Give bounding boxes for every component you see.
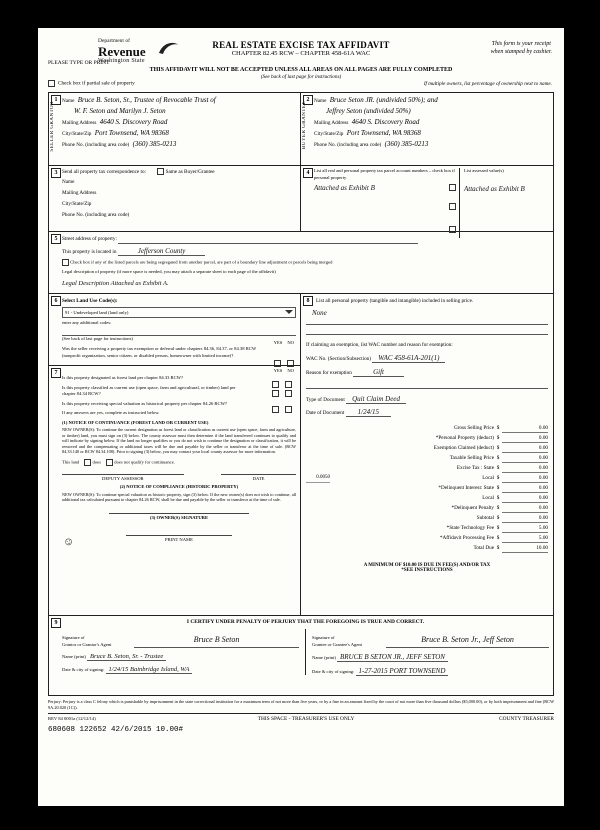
- grantee-signature-value: Bruce B. Seton Jr., Jeff Seton: [421, 635, 514, 644]
- exemption-claim-label: If claiming an exemption, list WAC number and reason for exemption:: [306, 342, 453, 348]
- form-title-block: [48, 40, 554, 57]
- corr-city-value[interactable]: [93, 198, 257, 209]
- buyer-mailing-row: [314, 117, 551, 128]
- located-label: This property is located in: [62, 249, 117, 255]
- street-address-label: Street address of property:: [62, 236, 117, 242]
- smiley-doodle: ☺: [61, 534, 76, 550]
- if-any-note: If any answers are yes, complete as instructed below.: [62, 410, 160, 415]
- buyer-phone-row: [314, 139, 551, 150]
- dollar-sign: $: [496, 534, 500, 541]
- tax-row-label: Taxable Selling Price: [449, 454, 494, 461]
- buyer-name-row: [314, 95, 551, 106]
- segregation-row: [62, 259, 550, 266]
- tax-row-label: Gross Selling Price: [453, 424, 494, 431]
- tax-row-value[interactable]: 0.00: [502, 473, 548, 483]
- buyer-phone-value[interactable]: (360) 385-0213: [383, 139, 467, 150]
- no-header-2: NO: [287, 368, 294, 373]
- dollar-sign: $: [496, 484, 500, 491]
- tax-row-label: *Delinquent Interest: State: [438, 484, 494, 491]
- buyer-mailing-label: Mailing Address: [314, 120, 349, 126]
- assessed-value[interactable]: Attached as Exhibit B: [463, 184, 525, 193]
- partial-sale-checkbox[interactable]: [48, 80, 55, 87]
- historic-question: Is this property receiving special valuation as historical property per chapter 84.26 RCW?: [62, 400, 227, 406]
- tax-row-value[interactable]: 0.00: [502, 453, 548, 463]
- tax-row-label: *Delinquent Penalty: [451, 504, 494, 511]
- street-address-value[interactable]: [118, 235, 418, 244]
- tax-row-value[interactable]: 5.00: [502, 523, 548, 533]
- multiple-owners-note: If multiple owners, list percentage of ownership next to name.: [423, 81, 552, 87]
- grantor-signature-value: Bruce B Seton: [193, 635, 240, 644]
- buyer-name-value2[interactable]: Jeffrey Seton (undivided 50%): [324, 106, 528, 117]
- dollar-sign: $: [496, 444, 500, 451]
- tax-row: [306, 493, 548, 503]
- street-legal-box: [48, 232, 554, 294]
- chevron-down-icon: [285, 310, 293, 314]
- legal-description-label: Legal description of property (if more space is needed, you may attach a separate sheet to each page of the affidavit): [62, 269, 276, 275]
- land-use-number: 6: [51, 296, 61, 306]
- seller-phone-label: Phone No. (including area code): [62, 142, 130, 148]
- deputy-assessor-label: DEPUTY ASSESSOR: [62, 474, 184, 481]
- current-use-yes-checkbox[interactable]: [272, 390, 279, 397]
- tax-row-label: *State Technology Fee: [446, 524, 494, 531]
- seller-mailing-value[interactable]: 4640 S. Discovery Road: [98, 117, 247, 128]
- correspondence-box: [48, 166, 301, 232]
- exemption-question: Was the seller receiving a property tax exemption or deferral under chapters 84.36, 84.37, or 84.38 RCW (nonprofit organization, senior citizen, or disabled person, homeowner with limited income)?: [62, 346, 257, 358]
- parcel-heading: List all real and personal property tax parcel account numbers – check box if personal property: [314, 168, 455, 180]
- parcel-number: 4: [303, 168, 313, 178]
- doc-date-row: [306, 408, 548, 417]
- located-value[interactable]: Jefferson County: [118, 247, 206, 256]
- tax-row-label: Total Due: [473, 544, 494, 551]
- seller-name-value[interactable]: Bruce B. Seton, Sr., Trustee of Revocable Trust of: [76, 95, 265, 106]
- dollar-sign: $: [496, 474, 500, 481]
- tax-row-value[interactable]: 0.00: [502, 423, 548, 433]
- tax-row: [306, 513, 548, 523]
- seller-box: [48, 92, 301, 166]
- located-row: [62, 247, 550, 256]
- grantor-signature-field[interactable]: [134, 629, 299, 648]
- corr-mailing-value[interactable]: [98, 187, 252, 198]
- notice1-title: (1) NOTICE OF CONTINUANCE (FOREST LAND OR CURRENT USE): [62, 419, 209, 425]
- assessed-heading: List assessed value(s): [463, 168, 504, 173]
- dollar-sign: $: [496, 504, 500, 511]
- classification-number: 7: [51, 368, 61, 378]
- additional-codes-input[interactable]: [62, 327, 296, 336]
- notice2-body: NEW OWNER(S): To continue special valuation as historic property, sign (3) below. If the new owner(s) does not wish to continue, all additional tax calculated pursuant to chapter 84.26 RCW, shall be due and payable by the seller or transferor at the time of sale.: [62, 491, 296, 503]
- grantee-date-value[interactable]: 1-27-2015 PORT TOWNSEND: [356, 667, 449, 676]
- does-not-label: does not: [114, 459, 130, 465]
- land-use-select-value: 91 - Undeveloped land (land only): [65, 310, 129, 315]
- seller-name-label: Name: [62, 98, 75, 104]
- tax-row-label: Excise Tax : State: [456, 464, 494, 471]
- tax-row-label: Local: [482, 494, 494, 501]
- form-subtitle: CHAPTER 82.45 RCW – CHAPTER 458-61A WAC: [231, 50, 371, 57]
- form-title: REAL ESTATE EXCISE TAX AFFIDAVIT: [212, 40, 390, 50]
- minimum-due-note: A MINIMUM OF $10.00 IS DUE IN FEE(S) AND/OR TAX: [363, 563, 491, 568]
- buyer-vertical-label: BUYER GRANTEE: [302, 101, 307, 150]
- form-revision: REV 84 0001a (12/12/14): [48, 716, 96, 722]
- yes-header-1: YES: [273, 340, 283, 345]
- form-warning-sub: (See back of last page for instructions): [260, 74, 342, 80]
- seller-phone-row: [62, 139, 298, 150]
- reason-row: [306, 368, 548, 377]
- wac-row: [306, 354, 548, 363]
- tax-row-value[interactable]: 5.00: [502, 533, 548, 543]
- buyer-city-value[interactable]: Port Townsend, WA 98368: [345, 128, 504, 139]
- grantor-date-label: Date & city of signing:: [62, 666, 105, 672]
- qualify-label: qualify for continuance.: [130, 459, 175, 465]
- tax-row: [306, 483, 548, 493]
- no-header-1: NO: [287, 340, 294, 345]
- doc-type-row: [306, 395, 548, 404]
- corr-phone-row: [62, 209, 298, 220]
- buyer-name-value[interactable]: Bruce Seton JR. (undivided 50%); and: [328, 95, 517, 106]
- seller-name-value2[interactable]: W. F. Seton and Marilyn J. Seton: [72, 106, 276, 117]
- grantee-name-label: Name (print): [312, 655, 336, 660]
- tax-calculation-table: [306, 423, 548, 553]
- grantor-sig-label1: Signature of: [62, 635, 85, 640]
- grantee-sig-label1: Signature of: [312, 635, 335, 640]
- grantee-name-value[interactable]: BRUCE B SETON JR., JEFF SETON: [337, 653, 448, 662]
- correspondence-number: 3: [51, 168, 61, 178]
- wac-value[interactable]: WAC 458-61A-201(1): [372, 354, 445, 363]
- corr-mailing-label: Mailing Address: [62, 190, 97, 196]
- tax-row-value[interactable]: 0.00: [502, 513, 548, 523]
- historic-no-checkbox[interactable]: [285, 406, 292, 413]
- partial-sale-label: Check box if partial sale of property: [58, 80, 135, 87]
- corr-city-row: [62, 198, 298, 209]
- dollar-sign: $: [496, 544, 500, 551]
- buyer-name-label: Name: [314, 98, 327, 104]
- grantor-name-label: Name (print): [62, 654, 86, 659]
- owner-signature-label[interactable]: (3) OWNER(S) SIGNATURE: [109, 513, 249, 522]
- type-print-note: PLEASE TYPE OR PRINT: [48, 60, 110, 66]
- land-use-select[interactable]: [62, 307, 296, 318]
- grantee-signature-block: [305, 629, 549, 675]
- dollar-sign: $: [496, 524, 500, 531]
- street-address-row: [62, 235, 550, 244]
- grantor-signature-block: [62, 629, 305, 675]
- doc-date-value[interactable]: 1/24/15: [346, 408, 391, 417]
- tax-row-label: Subtotal: [476, 514, 494, 521]
- grantor-sig-label2: Grantor or Grantor's Agent: [62, 641, 112, 647]
- grantor-name-row: [62, 654, 299, 661]
- tax-row-value[interactable]: 0.00: [502, 463, 548, 473]
- tax-row: [306, 503, 548, 513]
- certify-number: 9: [51, 618, 61, 628]
- does-checkbox[interactable]: [84, 459, 91, 466]
- does-not-checkbox[interactable]: [106, 459, 113, 466]
- tax-row: [306, 543, 548, 553]
- seller-phone-value[interactable]: (360) 385-0213: [131, 139, 215, 150]
- form-header: [48, 36, 554, 78]
- doc-type-label: Type of Document: [306, 397, 345, 403]
- personal-property-value[interactable]: None: [312, 309, 327, 317]
- corr-name-row: [62, 176, 298, 187]
- tax-row: [306, 433, 548, 443]
- tax-row: [306, 423, 548, 433]
- parcel-value[interactable]: Attached as Exhibit B: [314, 184, 375, 192]
- corr-name-label: Name: [62, 179, 75, 185]
- dept-line3: Washington State: [98, 58, 145, 64]
- local-rate: 0.0050: [306, 473, 330, 483]
- county-treasurer-label: COUNTY TREASURER: [499, 716, 554, 723]
- grantor-date-row: [62, 667, 299, 674]
- treasurer-space-label: THIS SPACE - TREASURER'S USE ONLY: [257, 716, 355, 723]
- parcel-box: [301, 166, 554, 232]
- grantee-name-row: [312, 654, 549, 662]
- tax-row: [306, 463, 548, 473]
- yes-header-2: YES: [273, 368, 283, 373]
- correspondence-label: Send all property tax correspondence to:: [62, 169, 146, 175]
- does-label: does: [92, 459, 101, 465]
- middle-section: [48, 294, 554, 616]
- certification-box: [48, 616, 554, 696]
- correspondence-heading: [62, 168, 298, 176]
- personal-property-number: 8: [303, 296, 313, 306]
- parcel-personal-checkbox-2[interactable]: [449, 203, 456, 210]
- doc-date-label: Date of Document: [306, 410, 345, 416]
- grantee-signature-field[interactable]: [386, 629, 549, 648]
- corr-phone-label: Phone No. (including area code): [62, 212, 130, 218]
- form-warning: THIS AFFIDAVIT WILL NOT BE ACCEPTED UNLESS ALL AREAS ON ALL PAGES ARE FULLY COMPLETED: [149, 67, 453, 73]
- corr-name-value[interactable]: [76, 176, 255, 187]
- tax-row-value[interactable]: 10.00: [502, 543, 548, 553]
- street-number: 5: [51, 234, 61, 244]
- doc-type-value[interactable]: Quit Claim Deed: [346, 395, 406, 404]
- partial-sale-row: [48, 80, 554, 91]
- dollar-sign: $: [496, 514, 500, 521]
- segregation-checkbox[interactable]: [62, 259, 69, 266]
- seller-name-row: [62, 95, 298, 106]
- additional-codes-label: enter any additional codes:: [62, 320, 112, 325]
- affidavit-page: [38, 28, 564, 806]
- personal-property-label: List all personal property (tangible and intangible) included in selling price.: [316, 298, 474, 304]
- tax-row: [306, 453, 548, 463]
- notice2-title: (2) NOTICE OF COMPLIANCE (HISTORIC PROPERTY): [119, 484, 239, 490]
- grantee-date-row: [312, 668, 549, 676]
- tax-row: [306, 443, 548, 453]
- buyer-name-row2: [314, 106, 551, 117]
- wac-label: WAC No. (Section/Subsection): [306, 356, 371, 362]
- grantor-date-value[interactable]: 1/24/15 Bainbridge Island, WA: [106, 666, 193, 674]
- seller-mailing-label: Mailing Address: [62, 120, 97, 126]
- same-as-buyer-label: Same as Buyer/Grantee: [165, 169, 215, 175]
- tax-row: [306, 533, 548, 543]
- tax-row-label: Local: [482, 474, 494, 481]
- grantee-sig-label2: Grantee or Grantee's Agent: [312, 641, 362, 647]
- segregation-label: Check box if any of the listed parcels are being segregated from another parcel, are part of a boundary line adjustment or parcels being merged: [70, 259, 333, 265]
- certify-heading: I CERTIFY UNDER PENALTY OF PERJURY THAT THE FOREGOING IS TRUE AND CORRECT.: [186, 619, 425, 625]
- grantee-date-label: Date & city of signing:: [312, 668, 355, 674]
- personal-property-tax-box: [301, 294, 554, 616]
- tax-row: [306, 473, 548, 483]
- land-use-label: Select Land Use Code(s):: [62, 298, 118, 304]
- receipt-note: This form is your receipt when stamped by cashier.: [490, 41, 552, 55]
- tax-row-value[interactable]: 0.00: [502, 503, 548, 513]
- correspondence-parcel-section: [48, 166, 554, 232]
- buyer-mailing-value[interactable]: 4640 S. Discovery Road: [350, 117, 499, 128]
- tax-row-value[interactable]: 0.00: [502, 493, 548, 503]
- dollar-sign: $: [496, 464, 500, 471]
- form-footer: [48, 713, 554, 722]
- treasurer-stamp: 680608 122652 42/6/2015 10.00#: [48, 726, 184, 735]
- seller-city-label: City/State/Zip: [62, 131, 92, 137]
- deputy-date-label: DATE: [221, 474, 296, 481]
- tax-row: [306, 523, 548, 533]
- grantor-sig-labels: [62, 635, 134, 648]
- tax-row-value[interactable]: 0.00: [502, 433, 548, 443]
- seller-vertical-label: SELLER GRANTOR: [50, 101, 55, 152]
- corr-mailing-row: [62, 187, 298, 198]
- corr-city-label: City/State/Zip: [62, 201, 92, 207]
- buyer-phone-label: Phone No. (including area code): [314, 142, 382, 148]
- buyer-box: [301, 92, 554, 166]
- this-land-label: This land: [62, 459, 80, 465]
- perjury-note: Perjury: Perjury is a class C felony which is punishable by imprisonment in the state correctional institution for a maximum term of not more than five years, or by a fine in an amount fixed by the court of not more than five thousand dollars ($5,000.00), or by both imprisonment and fine (RCW 9A.20.020 (1C)).: [48, 699, 554, 710]
- tax-row-label: Exemption Claimed (deduct): [433, 444, 494, 451]
- dept-line1: Department of: [98, 38, 130, 44]
- current-use-no-checkbox[interactable]: [285, 390, 292, 397]
- dollar-sign: $: [496, 434, 500, 441]
- parcel-personal-checkbox-1[interactable]: [449, 184, 456, 191]
- seller-city-row: [62, 128, 298, 139]
- land-use-classification-box: [48, 294, 301, 616]
- dollar-sign: $: [496, 454, 500, 461]
- see-back-note: (See back of last page for instructions): [62, 335, 133, 341]
- current-use-question: Is this property classified as current use (open space, farm and agricultural, or timber) land per chapter 84.34 RCW?: [62, 384, 236, 396]
- buyer-number: 2: [303, 95, 313, 105]
- dollar-sign: $: [496, 424, 500, 431]
- buyer-city-row: [314, 128, 551, 139]
- parties-section: [48, 92, 554, 166]
- reason-label: Reason for exemption: [306, 370, 352, 376]
- seller-mailing-row: [62, 117, 298, 128]
- print-name-label[interactable]: PRINT NAME: [126, 535, 231, 544]
- reason-value[interactable]: Gift: [353, 368, 404, 377]
- seller-city-value[interactable]: Port Townsend, WA 98368: [93, 128, 252, 139]
- forest-land-question: Is this property designated as forest land per chapter 84.33 RCW?: [62, 375, 184, 380]
- buyer-city-label: City/State/Zip: [314, 131, 344, 137]
- dollar-sign: $: [496, 494, 500, 501]
- tax-row-value[interactable]: 0.00: [502, 443, 548, 453]
- grantee-sig-labels: [312, 635, 386, 648]
- qualify-row: [62, 459, 296, 466]
- tax-row-label: *Personal Property (deduct): [435, 434, 494, 441]
- historic-yes-checkbox[interactable]: [272, 406, 279, 413]
- see-instructions-note: *SEE INSTRUCTIONS: [401, 568, 453, 573]
- grantor-name-value[interactable]: Bruce B. Seton, Sr. - Trustee: [87, 653, 166, 661]
- tax-row-label: *Affidavit Processing Fee: [439, 534, 494, 541]
- seller-name-row2: [62, 106, 298, 117]
- legal-description-value[interactable]: Legal Description Attached as Exhibit A.: [62, 279, 169, 287]
- corr-phone-value[interactable]: [131, 209, 245, 220]
- tax-row-value[interactable]: 0.00: [502, 483, 548, 493]
- seller-number: 1: [51, 95, 61, 105]
- notice1-body: NEW OWNER(S): To continue the current designation as forest land or classification as current use (open space, farm and agriculture, or timber) land, you must sign on (3) below. The county assessor must then determine if the land transferred continues to qualify and will indicate by signing below. If the land no longer qualifies or you do not wish to continue the designation or classification, it will be removed and the compensating or additional taxes will be due and payable by the seller or transferor at the time of sale. (RCW 84.33.140 or RCW 84.34.108). Prior to signing (3) below, you may contact your local county assessor for more information.: [62, 427, 296, 455]
- dept-line2: Revenue: [98, 44, 146, 59]
- same-as-buyer-checkbox[interactable]: [157, 168, 164, 175]
